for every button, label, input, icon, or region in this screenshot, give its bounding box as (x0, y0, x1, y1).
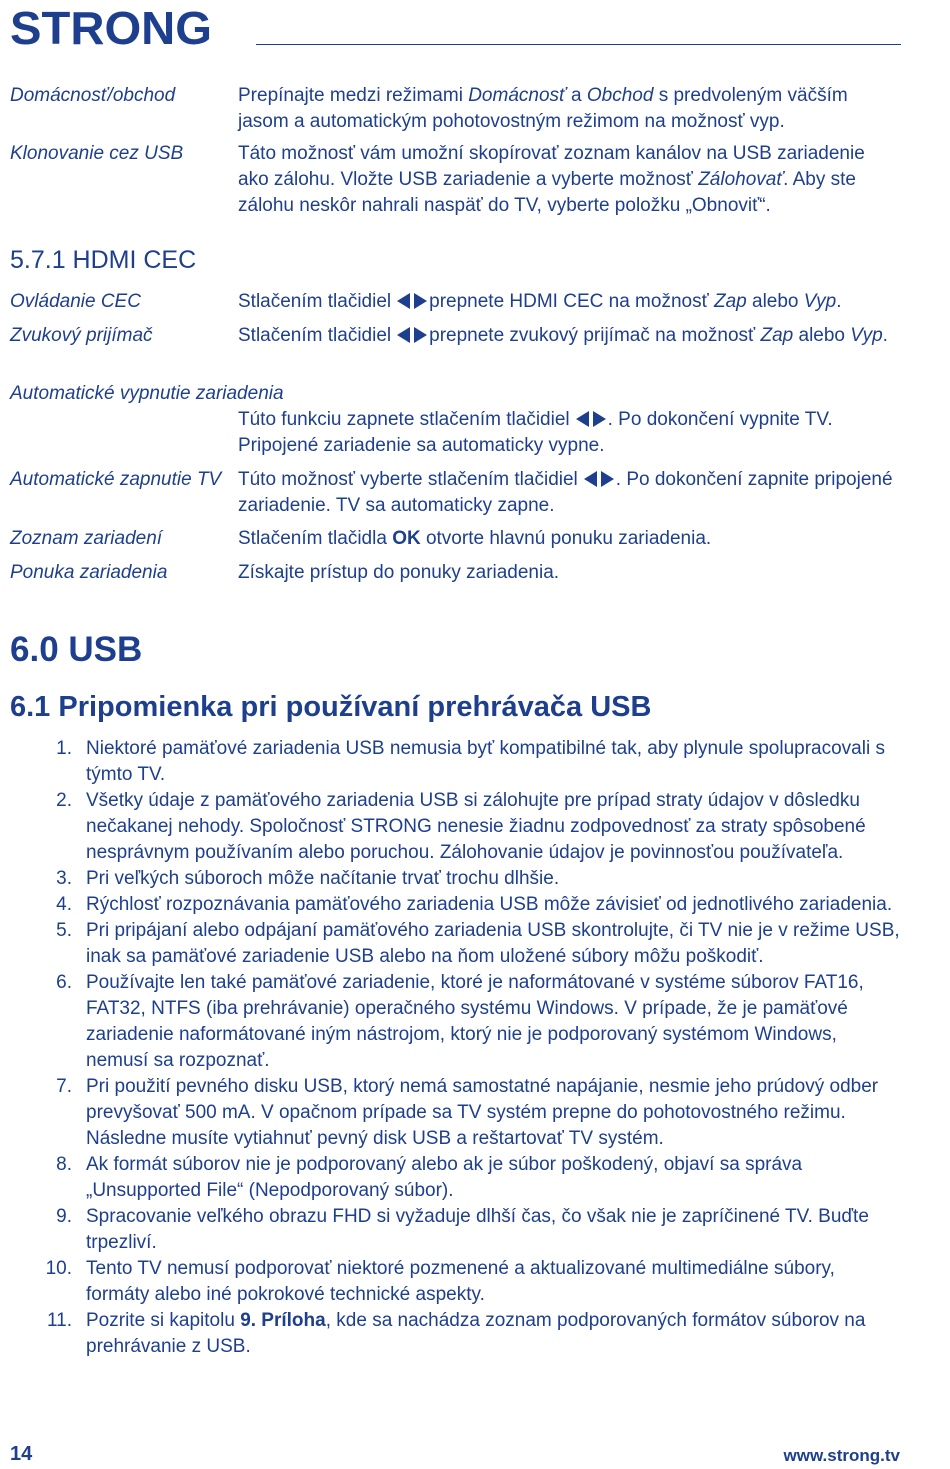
chapter-heading-usb: 6.0 USB (10, 630, 143, 669)
term-domacnost: Domácnosť/obchod (10, 85, 176, 106)
text-run: a (565, 85, 587, 106)
list-item (0, 1256, 900, 1308)
desc-klonovanie (238, 141, 900, 219)
term-ovladanie-cec: Ovládanie CEC (10, 291, 141, 312)
list-item-number: 1. (56, 738, 72, 759)
list-item (0, 918, 900, 970)
list-item (0, 866, 900, 892)
text-run: Získajte prístup do ponuky zariadenia. (238, 562, 560, 583)
list-item-number: 9. (56, 1206, 72, 1227)
text-run: alebo (793, 325, 851, 346)
list-item (0, 788, 900, 866)
desc-auto-vypnutie (238, 407, 900, 459)
desc-zvukovy-prijimac (238, 323, 900, 349)
text-run: Túto možnosť vyberte stlačením tlačidiel (238, 469, 578, 490)
text-run: Táto možnosť vám umožní skopírovať zoznam kanálov na USB zariadenie ako zálohu. Vložte USB zariadenie a vyberte možnosť (238, 143, 865, 190)
desc-auto-zapnutie (238, 467, 900, 519)
text-run: Všetky údaje z pamäťového zariadenia USB si zálohujte pre prípad straty údajov v dôsledku nečakanej nehody. Spoločnosť STRONG nenesie žiadnu zodpovednosť za straty spôsobené nesprávnym používaním alebo poruchou. Zálohovanie údajov je povinnosťou používateľa. (86, 790, 866, 863)
text-run: Stlačením tlačidiel (238, 325, 392, 346)
text-run: . Po dokončení vypnite TV. Pripojené zariadenie sa automaticky vypne. (238, 409, 833, 456)
text-run: Prepínajte medzi režimami (238, 85, 469, 106)
text-run: Tento TV nemusí podporovať niektoré pozmenené a aktualizované multimediálne súbory, formáty alebo iné pokrokové technické aspekty. (86, 1258, 835, 1305)
text-run: Pri použití pevného disku USB, ktorý nemá samostatné napájanie, nesmie jeho prúdový odber prevyšovať 500 mA. V opačnom prípade sa TV systém prepne do pohotovostného režimu. Následne musíte vytiahnuť pevný disk USB a reštartovať TV systém. (86, 1076, 879, 1149)
text-run: Stlačením tlačidiel (238, 291, 392, 312)
text-run: Rýchlosť rozpoznávania pamäťového zariadenia USB môže závisieť od jednotlivého zariadenia. (86, 894, 893, 915)
section-heading-usb-notes: 6.1 Pripomienka pri používaní prehrávača USB (10, 691, 652, 723)
desc-domacnost (238, 83, 900, 135)
logo-text: STRONG (10, 8, 213, 48)
list-item (0, 1204, 900, 1256)
text-run: alebo (746, 291, 804, 312)
footer-url: www.strong.tv (783, 1446, 900, 1465)
text-run: Obchod (586, 85, 654, 106)
right-arrow-icon (593, 411, 606, 427)
text-run: prepnete HDMI CEC na možnosť (429, 291, 714, 312)
list-item-number: 3. (56, 868, 72, 889)
text-run: Zap (713, 291, 747, 312)
text-run: . (882, 325, 888, 346)
strong-logo (10, 8, 214, 53)
text-run: Vyp (850, 325, 883, 346)
right-arrow-icon (414, 327, 427, 343)
text-run: Pri veľkých súboroch môže načítanie trvať trochu dlhšie. (86, 868, 560, 889)
list-item (0, 1152, 900, 1204)
left-arrow-icon (584, 471, 597, 487)
right-arrow-icon (414, 293, 427, 309)
list-item-number: 10. (45, 1258, 72, 1279)
list-item (0, 892, 900, 918)
list-item-number: 11. (46, 1310, 72, 1331)
page-number: 14 (10, 1443, 33, 1465)
list-item-number: 8. (56, 1154, 72, 1175)
text-run: Ak formát súborov nie je podporovaný alebo ak je súbor poškodený, objaví sa správa „Unsupported File“ (Nepodporovaný súbor). (86, 1154, 803, 1201)
text-run: Spracovanie veľkého obrazu FHD si vyžaduje dlhší čas, čo však nie je zapríčinené TV. Buďte trpezliví. (86, 1206, 869, 1253)
term-zvukovy-prijimac: Zvukový prijímač (10, 325, 153, 346)
usb-notes-list (0, 736, 900, 1360)
term-auto-zapnutie: Automatické zapnutie TV (10, 469, 222, 490)
term-ponuka-zariadenia: Ponuka zariadenia (10, 562, 168, 583)
text-run: Niektoré pamäťové zariadenia USB nemusia byť kompatibilné tak, aby plynule spolupracovali s týmto TV. (86, 738, 885, 785)
left-arrow-icon (576, 411, 589, 427)
list-item (0, 1074, 900, 1152)
text-run: . Aby ste zálohu neskôr nahrali naspäť do TV, vyberte položku „Obnoviť“. (238, 169, 856, 216)
list-item-number: 6. (56, 972, 72, 993)
text-run: . Po dokončení zapnite pripojené zariadenie. TV sa automaticky zapne. (238, 469, 893, 516)
text-run: , kde sa nachádza zoznam podporovaných formátov súborov na prehrávanie z USB. (86, 1310, 866, 1357)
text-run: Pri pripájaní alebo odpájaní pamäťového zariadenia USB skontrolujte, či TV nie je v režime USB, inak sa pamäťové zariadenie USB alebo na ňom uložené súbory môžu poškodiť. (86, 920, 900, 967)
list-item-number: 2. (56, 790, 72, 811)
section-heading-hdmi-cec: 5.7.1 HDMI CEC (10, 246, 197, 274)
text-run: Vyp (803, 291, 837, 312)
list-item (0, 736, 900, 788)
list-item-number: 4. (56, 894, 72, 915)
term-auto-vypnutie: Automatické vypnutie zariadenia (10, 383, 284, 404)
text-run: otvorte hlavnú ponuku zariadenia. (420, 528, 712, 549)
text-run: prepnete zvukový prijímač na možnosť (429, 325, 761, 346)
header-rule (256, 44, 901, 45)
left-arrow-icon (397, 327, 410, 343)
right-arrow-icon (601, 471, 614, 487)
list-item (0, 1308, 900, 1360)
text-run: Zap (760, 325, 794, 346)
text-run: OK (392, 528, 421, 549)
list-item-number: 5. (56, 920, 72, 941)
term-zoznam-zariadeni: Zoznam zariadení (10, 528, 163, 549)
desc-zoznam-zariadeni (238, 526, 900, 552)
desc-ovladanie-cec (238, 289, 900, 315)
text-run: Túto funkciu zapnete stlačením tlačidiel (238, 409, 570, 430)
text-run: Domácnosť (468, 85, 566, 106)
left-arrow-icon (397, 293, 410, 309)
text-run: 9. Príloha (240, 1310, 326, 1331)
desc-ponuka-zariadenia (238, 560, 900, 586)
list-item-number: 7. (56, 1076, 72, 1097)
text-run: Zálohovať (698, 169, 784, 190)
text-run: Stlačením tlačidla (238, 528, 393, 549)
text-run: Používajte len také pamäťové zariadenie, ktoré je naformátované v systéme súborov FAT16, FAT32, NTFS (iba prehrávanie) operačného systému Windows. V prípade, že je pamäťové zariadenie naformátované iným nástrojom, ktorý nie je podporovaný systémom Windows, nemusí sa rozpoznať. (86, 972, 864, 1071)
text-run: . (836, 291, 842, 312)
text-run: Pozrite si kapitolu (86, 1310, 241, 1331)
list-item (0, 970, 900, 1074)
text-run: s predvoleným väčším jasom a automatickým pohotovostným režimom na možnosť vyp. (238, 85, 848, 132)
term-klonovanie: Klonovanie cez USB (10, 143, 184, 164)
